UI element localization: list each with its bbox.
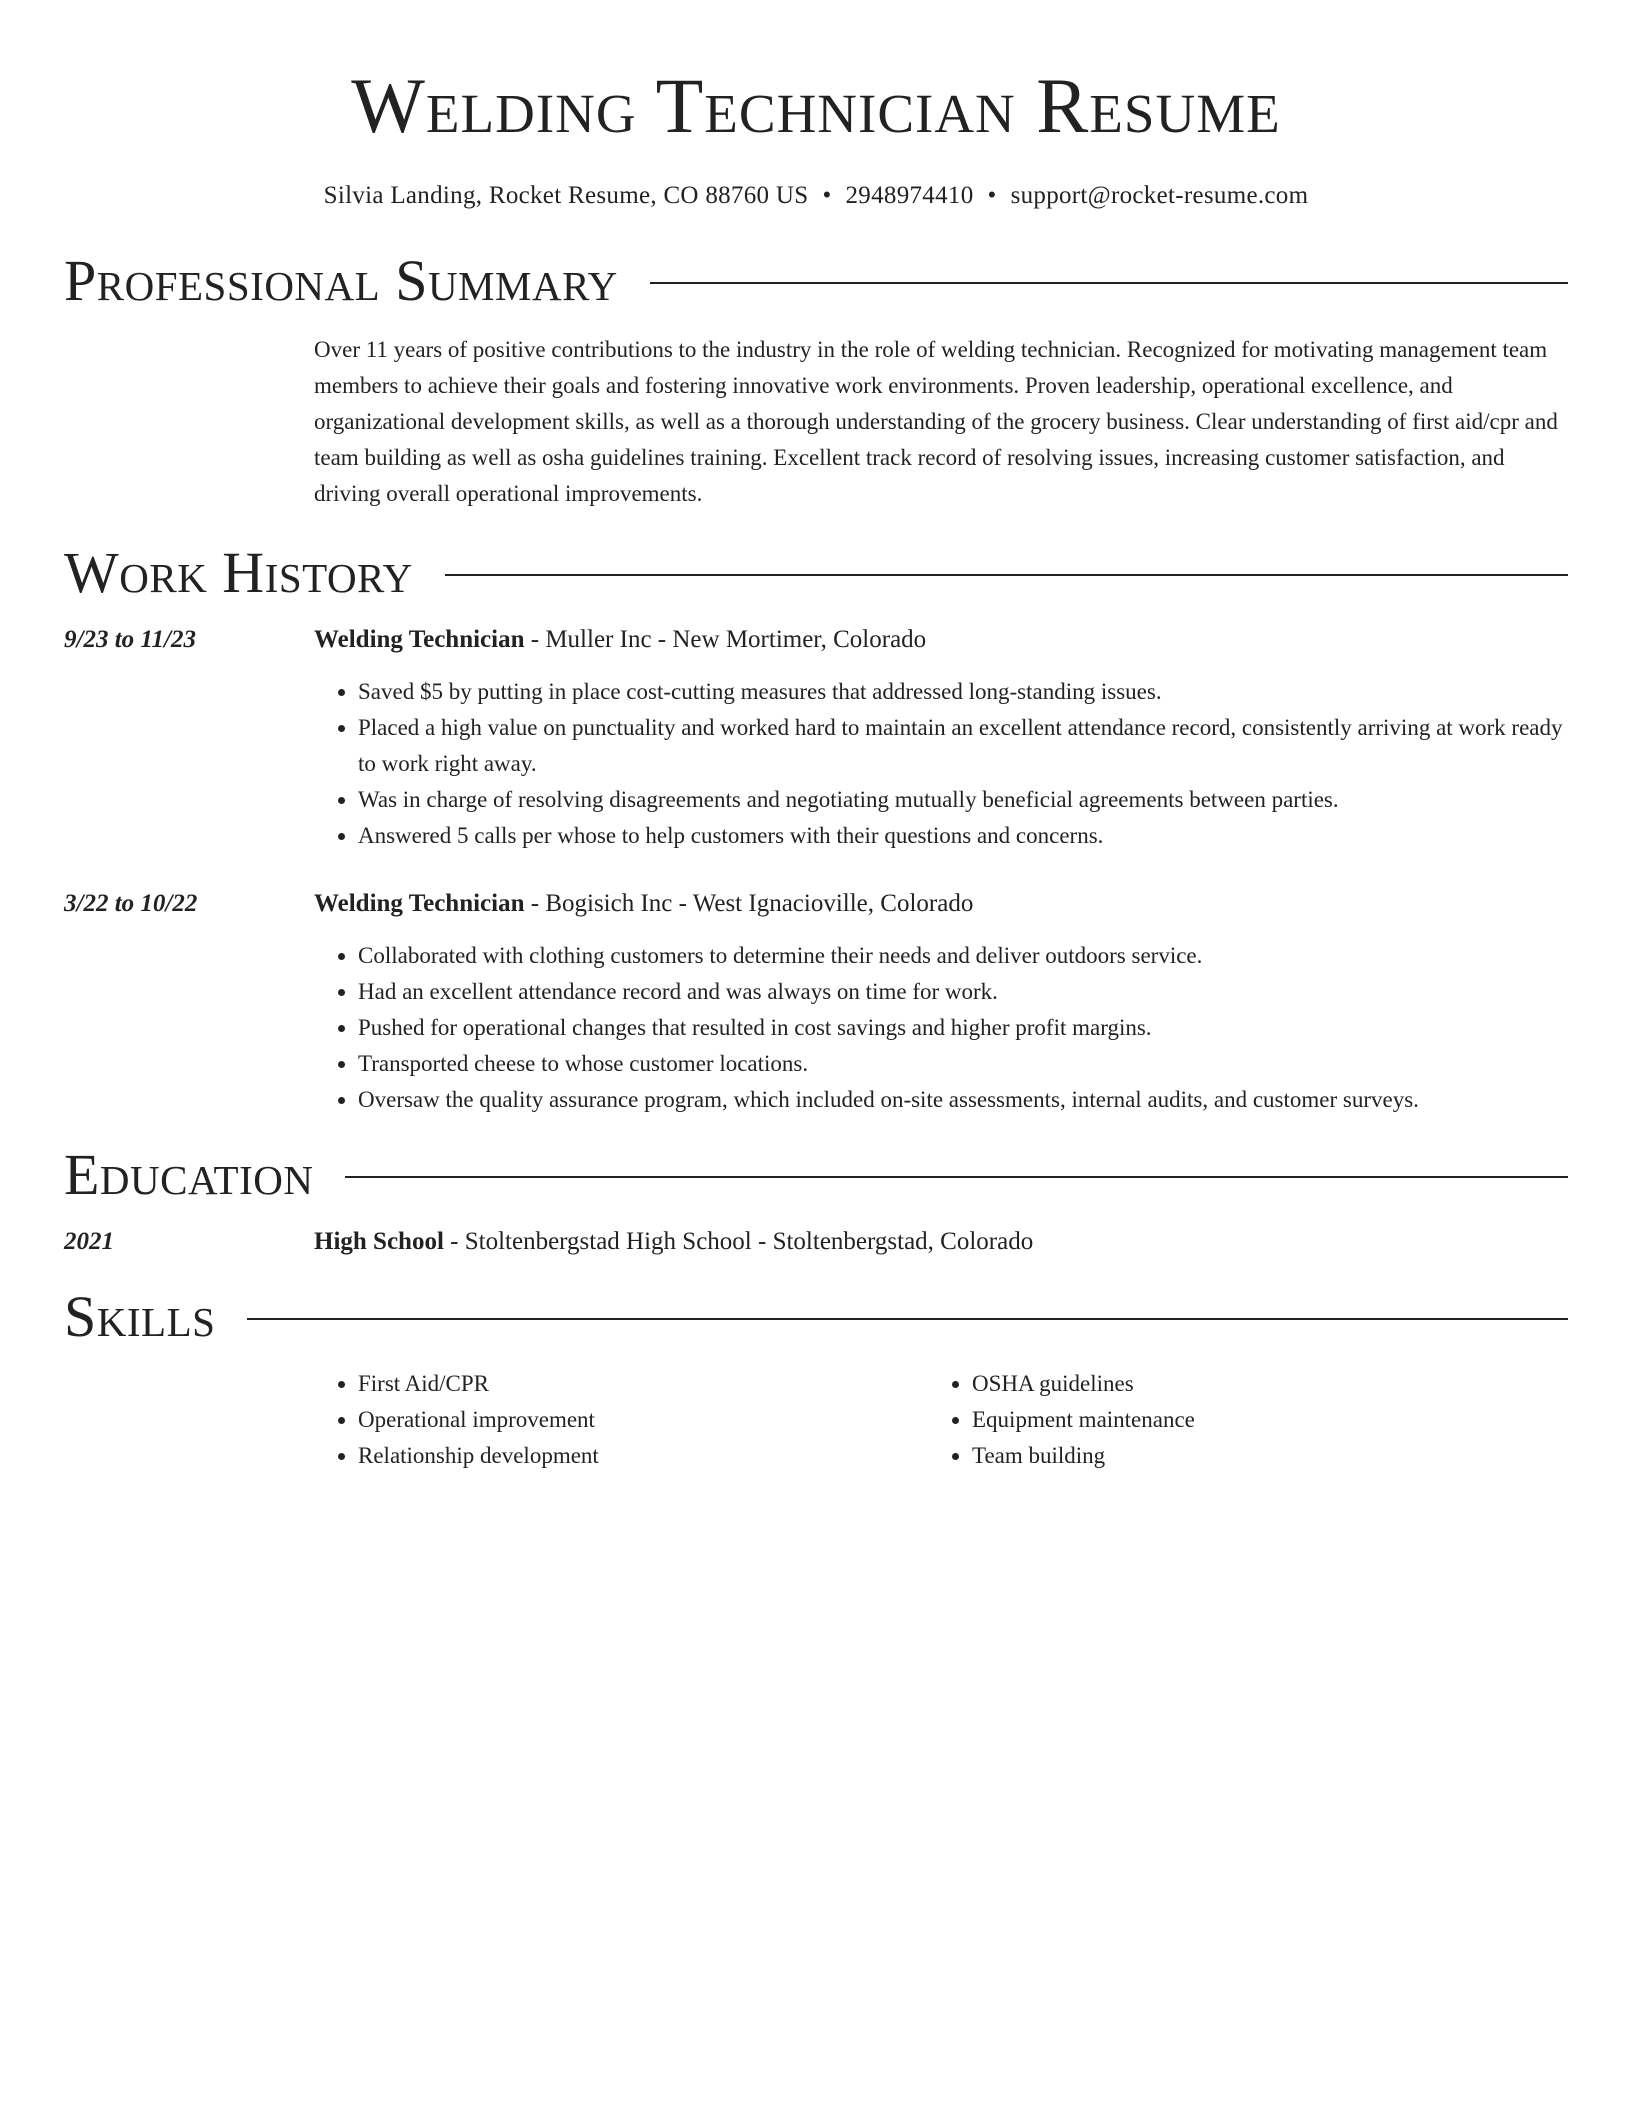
education-degree: High School: [314, 1228, 444, 1255]
contact-separator: •: [987, 182, 997, 209]
job-heading: [314, 622, 1568, 658]
contact-separator: •: [822, 182, 832, 209]
job-bullet: • Collaborated with clothing customers to determine their needs and deliver outdoors service.: [358, 938, 1568, 974]
job-bullet: • Had an excellent attendance record and was always on time for work.: [358, 974, 1568, 1010]
education-entry: [64, 1224, 1568, 1260]
skills-section-header: [64, 1282, 1568, 1352]
work-section-header: [64, 538, 1568, 608]
education-section-header: [64, 1140, 1568, 1210]
job-bullet: • Placed a high value on punctuality and worked hard to maintain an excellent attendance record, consistently arriving at work ready to work right away.: [358, 710, 1568, 782]
education-heading: Education: [64, 1142, 314, 1207]
summary-text: Over 11 years of positive contributions to the industry in the role of welding technician. Recognized for motivating management team members to achieve their goals and fostering innovative work environments. Proven leadership, operational excellence, and organizational development skills, as well as a thorough understanding of the grocery business. Clear understanding of first aid/cpr and team building as well as osha guidelines training. Excellent track record of resolving issues, increasing customer satisfaction, and driving overall operational improvements.: [314, 337, 1558, 506]
education-details: - Stoltenbergstad High School - Stoltenbergstad, Colorado: [443, 1228, 1034, 1255]
education-body: [314, 1224, 1568, 1260]
section-divider: [247, 1318, 1568, 1320]
skill-item: • Operational improvement: [358, 1402, 928, 1438]
section-divider: [650, 282, 1568, 284]
job-dates: 3/22 to 10/22: [64, 890, 198, 917]
section-divider: [445, 574, 1568, 576]
job-heading: [314, 886, 1568, 922]
skill-item: • Team building: [972, 1438, 1542, 1474]
education-date: 2021: [64, 1228, 114, 1255]
job-bullet: • Transported cheese to whose customer locations.: [358, 1046, 1568, 1082]
job-body: [314, 622, 1568, 854]
job-entry: [64, 886, 1568, 1118]
job-bullets: [314, 674, 1568, 854]
contact-address: Silvia Landing, Rocket Resume, CO 88760 US: [323, 182, 809, 209]
job-bullet: • Oversaw the quality assurance program, which included on-site assessments, internal audits, and customer surveys.: [358, 1082, 1568, 1118]
summary-section-header: [64, 246, 1568, 316]
job-details: - Bogisich Inc - West Ignacioville, Colorado: [524, 890, 974, 917]
job-details: - Muller Inc - New Mortimer, Colorado: [524, 626, 927, 653]
education-heading-line: [314, 1224, 1568, 1260]
job-bullets: [314, 938, 1568, 1118]
job-bullet: • Saved $5 by putting in place cost-cutting measures that addressed long-standing issues.: [358, 674, 1568, 710]
skill-item: • First Aid/CPR: [358, 1366, 928, 1402]
work-heading: Work History: [64, 540, 413, 605]
skills-heading: Skills: [64, 1284, 216, 1349]
job-title: Welding Technician: [314, 626, 525, 653]
skill-item: • OSHA guidelines: [972, 1366, 1542, 1402]
job-bullet: • Answered 5 calls per whose to help customers with their questions and concerns.: [358, 818, 1568, 854]
job-bullet: • Was in charge of resolving disagreements and negotiating mutually beneficial agreements between parties.: [358, 782, 1568, 818]
contact-line: [64, 180, 1568, 212]
job-body: [314, 886, 1568, 1118]
job-title: Welding Technician: [314, 890, 525, 917]
skill-item: • Equipment maintenance: [972, 1402, 1542, 1438]
skills-column-right: [928, 1366, 1542, 1474]
section-divider: [345, 1176, 1568, 1178]
resume-title: Welding Technician Resume: [351, 62, 1281, 149]
skills-list: [314, 1366, 1568, 1474]
skill-item: • Relationship development: [358, 1438, 928, 1474]
summary-heading: Professional Summary: [64, 248, 618, 313]
job-dates: 9/23 to 11/23: [64, 626, 196, 653]
contact-email: support@rocket-resume.com: [1010, 182, 1309, 209]
job-bullet: • Pushed for operational changes that resulted in cost savings and higher profit margins.: [358, 1010, 1568, 1046]
contact-phone: 2948974410: [845, 182, 974, 209]
skills-column-left: [314, 1366, 928, 1474]
job-entry: [64, 622, 1568, 854]
